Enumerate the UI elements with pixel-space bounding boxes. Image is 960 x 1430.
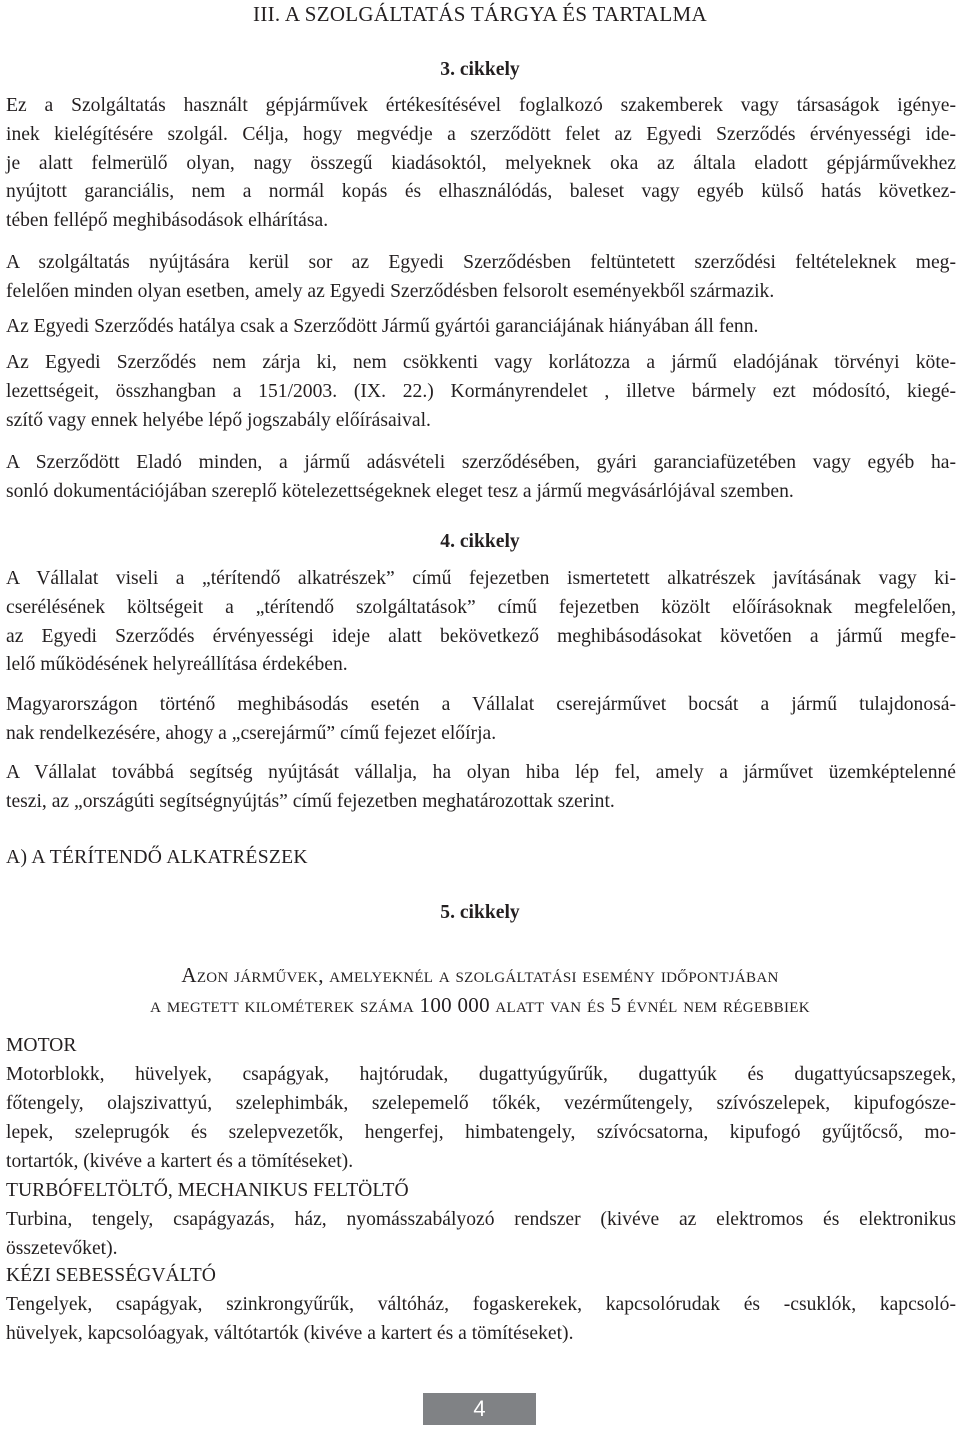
paragraph-line: Tengelyek, csapágyak, szinkrongyűrűk, váltóház, fogaskerekek, kapcsolórudak és -csuklók, kapcsoló- [6,1294,956,1315]
subsection-title: A) A TÉRÍTENDŐ ALKATRÉSZEK [6,847,308,868]
paragraph-line: lelő működésének helyreállítása érdekében. [6,654,348,675]
paragraph-line: cserélésének költségeit a „térítendő szolgáltatások” című fejezetben közölt előírásoknak megfelelően, [6,597,956,618]
paragraph-line: A Vállalat továbbá segítség nyújtását vállalja, ha olyan hiba lép fel, amely a járművet üzemképtelenné [6,762,956,783]
paragraph-line: nyújtott garanciális, nem a normál kopás és elhasználódás, baleset vagy egyéb külső hatás következ- [6,181,956,202]
article-5-subtitle-line-1: Azon járművek, amelyeknél a szolgáltatási esemény időpontjában [181,963,779,987]
paragraph-line: inek kielégítésére szolgál. Célja, hogy megvédje a szerződött felet az Egyedi Szerződés érvényességi ide- [6,124,956,145]
paragraph-line: az Egyedi Szerződés érvényességi ideje alatt bekövetkező meghibásodásokat követően a jármű megfe- [6,626,956,647]
article-4-heading: 4. cikkely [440,531,520,552]
paragraph-line: Motorblokk, hüvelyek, csapágyak, hajtórudak, dugattyúgyűrűk, dugattyúk és dugattyúcsapszegek, [6,1064,956,1085]
paragraph-line: nak rendelkezésére, ahogy a „cserejármű” című fejezet előírja. [6,723,497,744]
paragraph-line: főtengely, olajszivattyú, szelephimbák, szelepemelő tőkék, vezérműtengely, szívószelepek, kipufogósze- [6,1093,956,1114]
paragraph-line: sonló dokumentációjában szereplő kötelezettségeknek eleget tesz a jármű megvásárlójával szemben. [6,481,794,502]
group-title-manual-gearbox: KÉZI SEBESSÉGVÁLTÓ [6,1265,216,1286]
paragraph-line: A Vállalat viseli a „térítendő alkatrészek” című fejezetben ismertetett alkatrészek javításának vagy ki- [6,568,956,589]
paragraph-line: összetevőket). [6,1238,118,1259]
paragraph-line: A Szerződött Eladó minden, a jármű adásvételi szerződésében, gyári garanciafüzetében vagy egyéb ha- [6,452,956,473]
page-number: 4 [423,1393,536,1425]
paragraph-line: tortartók, (kivéve a kartert és a tömítéseket). [6,1151,354,1172]
group-title-motor: MOTOR [6,1035,77,1056]
paragraph-line: Magyarországon történő meghibásodás esetén a Vállalat cserejárművet bocsát a jármű tulajdonosá- [6,694,956,715]
paragraph-line: lezettségeit, összhangban a 151/2003. (IX. 22.) Kormányrendelet , illetve bármely ezt módosító, kiegé- [6,381,956,402]
paragraph-line: teszi, az „országúti segítségnyújtás” című fejezetben meghatározottak szerint. [6,791,615,812]
paragraph-line: Turbina, tengely, csapágyazás, ház, nyomásszabályozó rendszer (kivéve az elektromos és elektronikus [6,1209,956,1230]
section-title: III. A SZOLGÁLTATÁS TÁRGYA ÉS TARTALMA [253,2,707,26]
paragraph-line: tében fellépő meghibásodások elhárítása. [6,210,329,231]
paragraph-line: Az Egyedi Szerződés nem zárja ki, nem csökkenti vagy korlátozza a jármű eladójának törvényi köte- [6,352,956,373]
paragraph-line: je alatt felmerülő olyan, nagy összegű kiadásoktól, melyeknek oka az általa eladott gépjárművekhez [6,153,956,174]
article-5-subtitle-line-2: a megtett kilométerek száma 100 000 alatt van és 5 évnél nem régebbiek [150,993,810,1017]
paragraph-line: Ez a Szolgáltatás használt gépjárművek értékesítésével foglalkozó szakemberek vagy társaságok igénye- [6,95,956,116]
paragraph-line: lepek, szeleprugók és szelepvezetők, hengerfej, himbatengely, szívócsatorna, kipufogó gyűjtőcső, mo- [6,1122,956,1143]
paragraph-line: szítő vagy ennek helyébe lépő jogszabály előírásaival. [6,410,431,431]
article-3-heading: 3. cikkely [440,59,520,80]
paragraph-line: Az Egyedi Szerződés hatálya csak a Szerződött Jármű gyártói garanciájának hiányában áll fenn. [6,316,759,337]
paragraph-line: hüvelyek, kapcsolóagyak, váltótartók (kivéve a kartert és a tömítéseket). [6,1323,574,1344]
group-title-turbo: TURBÓFELTÖLTŐ, MECHANIKUS FELTÖLTŐ [6,1180,409,1201]
paragraph-line: felelően minden olyan esetben, amely az Egyedi Szerződésben felsorolt eseményekből származik. [6,281,775,302]
paragraph-line: A szolgáltatás nyújtására kerül sor az Egyedi Szerződésben feltüntetett szerződési feltételeknek meg- [6,252,956,273]
article-5-heading: 5. cikkely [440,902,520,923]
